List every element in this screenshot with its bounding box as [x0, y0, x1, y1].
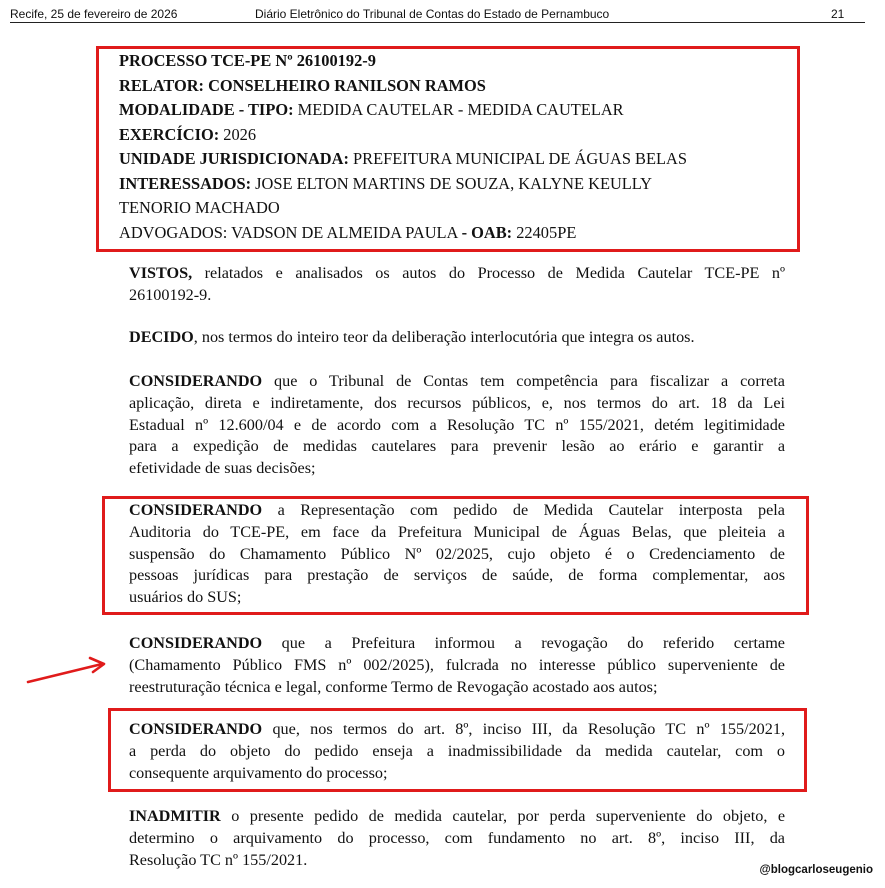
process-rapporteur: RELATOR: CONSELHEIRO RANILSON RAMOS: [119, 75, 486, 95]
considerando-4-bold: CONSIDERANDO: [129, 720, 263, 738]
header-date: Recife, 25 de fevereiro de 2026: [10, 7, 178, 21]
paragraph-considerando-3: CONSIDERANDO que a Prefeitura informou a revogação do referido certame (Chamamento Público FMS nº 002/2025), fulcrada no interesse público superveniente de reestruturação técnica e legal, conforme Termo de Revogação acostado aos autos;: [129, 634, 785, 696]
decido-bold: DECIDO: [129, 328, 194, 346]
modality-label: MODALIDADE - TIPO:: [119, 100, 294, 119]
paragraph-inadmitir: INADMITIR o presente pedido de medida cautelar, por perda superveniente do objeto, e determino o arquivamento do processo, com fundamento no art. 8º, inciso III, da Resolução TC nº 155/2021.: [129, 807, 785, 869]
header-title: Diário Eletrônico do Tribunal de Contas do Estado de Pernambuco: [255, 7, 610, 21]
year-value: 2026: [219, 124, 257, 144]
year-label: EXERCÍCIO:: [119, 124, 220, 144]
page-header: [0, 0, 885, 24]
page-number: 21: [831, 7, 845, 21]
inadmitir-bold: INADMITIR: [129, 807, 221, 825]
paragraph-considerando-2: CONSIDERANDO a Representação com pedido de Medida Cautelar interposta pela Auditoria do TCE-PE, em face da Prefeitura Municipal de Águas Belas, que pleiteia a suspensão do Chamamento Público Nº 02/2025, cujo objeto é o Credenciamento de pessoas jurídicas para prestação de serviços de saúde, de forma complementar, aos usuários do SUS;: [129, 501, 785, 607]
paragraph-considerando-1: CONSIDERANDO que o Tribunal de Contas tem competência para fiscalizar a correta aplicação, direta e indiretamente, dos recursos públicos, e, nos termos do art. 18 da Lei Estadual nº 12.600/04 e de acordo com a Resolução TC nº 155/2021, detém legitimidade para a expedição de medidas cautelares para prevenir lesão ao erário e garantir a efetividade de suas decisões;: [129, 372, 785, 478]
considerando-2-bold: CONSIDERANDO: [129, 501, 263, 519]
header-divider: [10, 22, 865, 23]
process-info: [119, 49, 687, 245]
parties-label: INTERESSADOS:: [119, 173, 252, 193]
pointer-arrow-icon: [26, 655, 112, 685]
parties-value-2: TENORIO MACHADO: [119, 198, 280, 217]
lawyers-suffix: 22405PE: [512, 222, 577, 242]
considerando-1-bold: CONSIDERANDO: [129, 372, 263, 390]
paragraph-decido: DECIDO, nos termos do inteiro teor da deliberação interlocutória que integra os autos.: [129, 328, 695, 346]
vistos-bold: VISTOS,: [129, 264, 193, 282]
process-number: PROCESSO TCE-PE Nº 26100192-9: [119, 51, 376, 70]
paragraph-vistos: VISTOS, relatados e analisados os autos do Processo de Medida Cautelar TCE-PE nº 26100192-9.: [129, 264, 785, 304]
paragraph-considerando-4: CONSIDERANDO que, nos termos do art. 8º, inciso III, da Resolução TC nº 155/2021, a perda do objeto do pedido enseja a inadmissibilidade da medida cautelar, com o consequente arquivamento do processo;: [129, 720, 785, 782]
unit-value: PREFEITURA MUNICIPAL DE ÁGUAS BELAS: [348, 149, 687, 168]
lawyers-oab: - OAB:: [461, 222, 513, 242]
watermark: @blogcarloseugenio: [759, 864, 873, 876]
lawyers-prefix: ADVOGADOS: VADSON DE ALMEIDA PAULA: [119, 222, 462, 242]
unit-label: UNIDADE JURISDICIONADA:: [119, 149, 349, 168]
considerando-3-bold: CONSIDERANDO: [129, 634, 263, 652]
parties-value-1: JOSE ELTON MARTINS DE SOUZA, KALYNE KEULLY: [251, 173, 653, 193]
modality-value: MEDIDA CAUTELAR - MEDIDA CAUTELAR: [293, 100, 624, 119]
